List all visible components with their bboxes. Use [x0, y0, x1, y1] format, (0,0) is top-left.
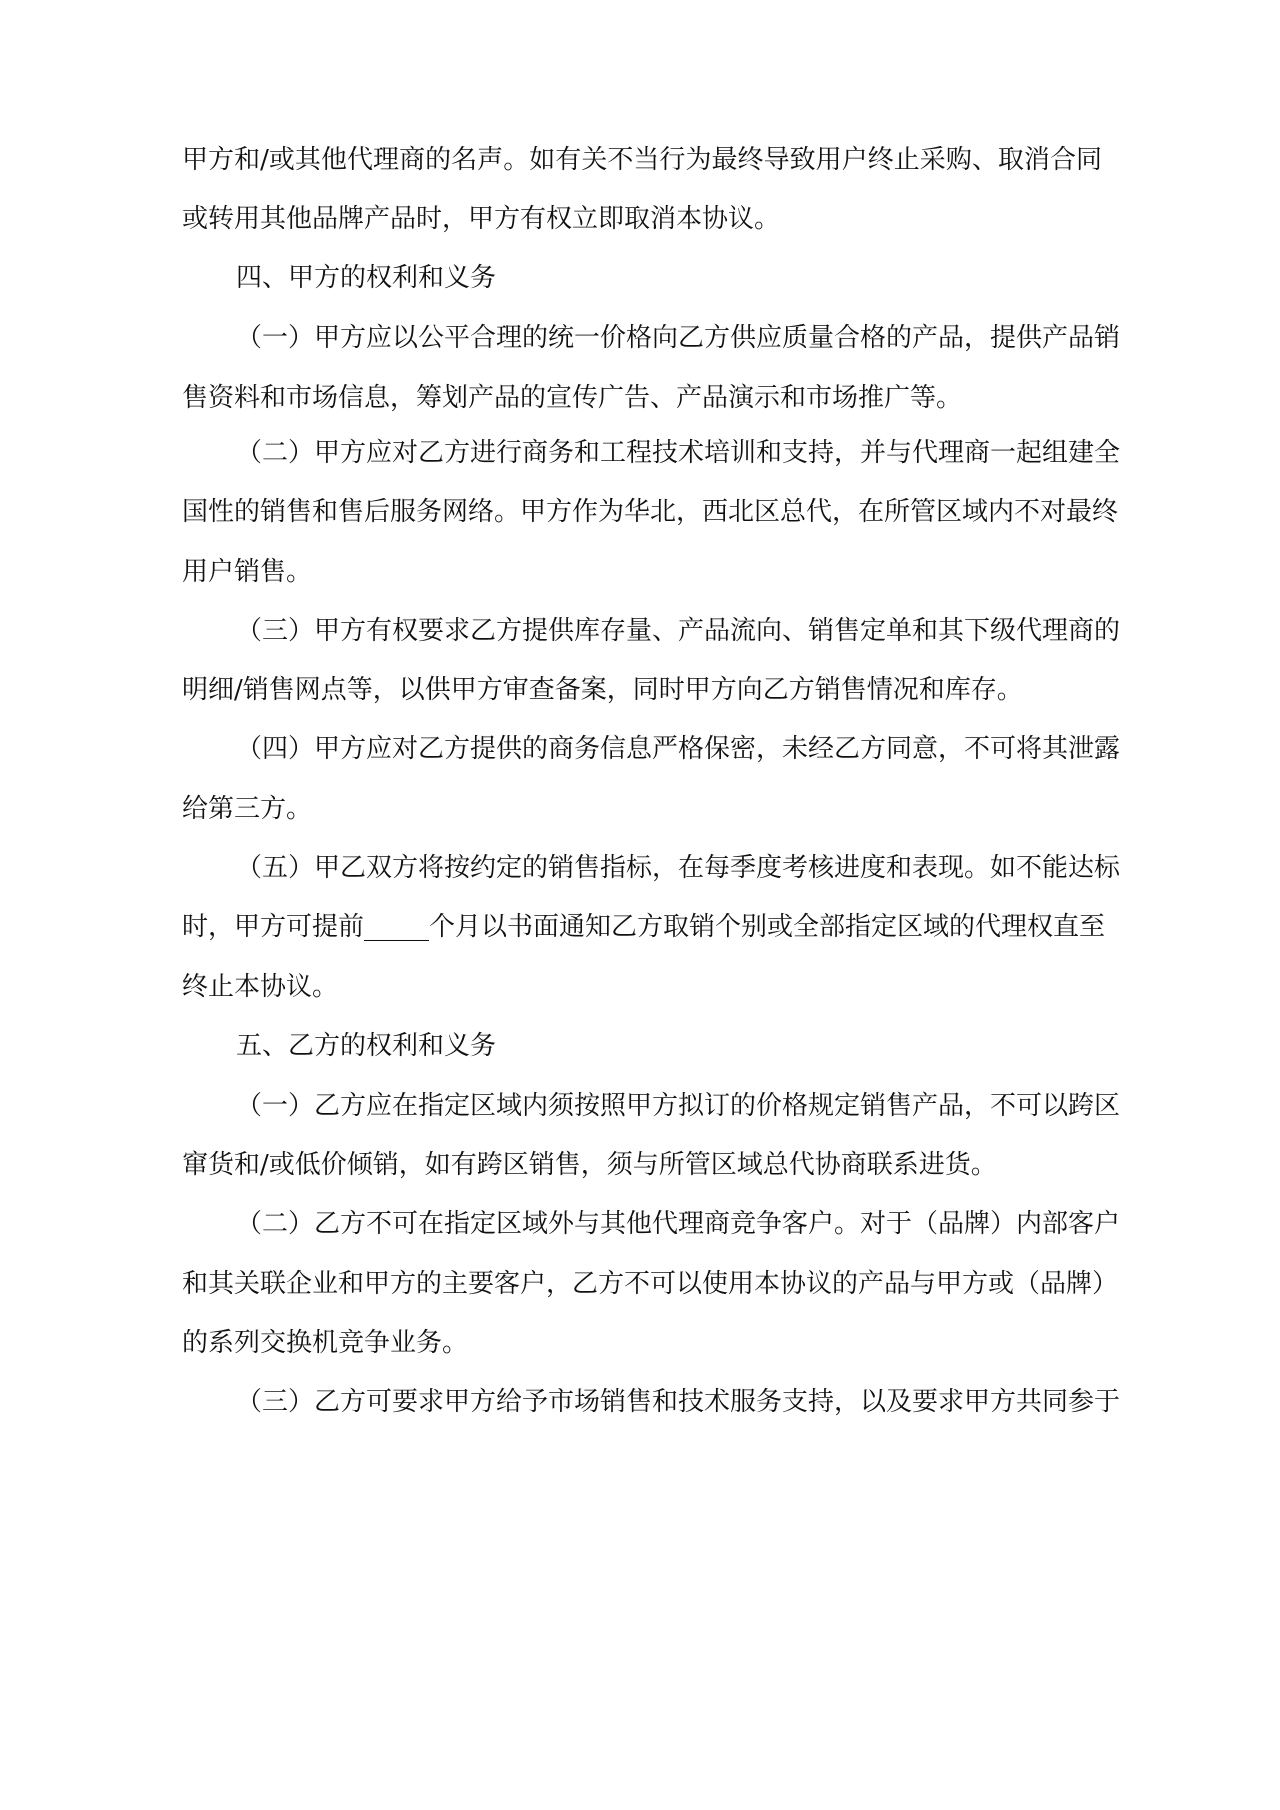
text-line: 或转用其他品牌产品时，甲方有权立即取消本协议。: [182, 204, 781, 234]
text-line: （三）乙方可要求甲方给予市场销售和技术服务支持，以及要求甲方共同参于: [236, 1387, 1121, 1417]
text-line: 的系列交换机竞争业务。: [182, 1328, 469, 1358]
text-line: （四）甲方应对乙方提供的商务信息严格保密，未经乙方同意，不可将其泄露: [236, 734, 1121, 764]
text-line: （五）甲乙双方将按约定的销售指标，在每季度考核进度和表现。如不能达标: [236, 853, 1121, 883]
text-line: 窜货和/或低价倾销，如有跨区销售，须与所管区域总代协商联系进货。: [182, 1150, 997, 1180]
text-line: （二）甲方应对乙方进行商务和工程技术培训和支持，并与代理商一起组建全: [236, 438, 1121, 468]
text-line: 售资料和市场信息，筹划产品的宣传广告、产品演示和市场推广等。: [182, 383, 963, 413]
section-heading: 五、乙方的权利和义务: [236, 1031, 497, 1061]
text-line: 甲方和/或其他代理商的名声。如有关不当行为最终导致用户终止采购、取消合同: [182, 145, 1102, 175]
text-line: 用户销售。: [182, 557, 313, 587]
text-line: （二）乙方不可在指定区域外与其他代理商竞争客户。对于（品牌）内部客户: [236, 1209, 1121, 1239]
text-line: 终止本协议。: [182, 972, 339, 1002]
section-heading: 四、甲方的权利和义务: [236, 263, 497, 293]
text-line: （一）甲方应以公平合理的统一价格向乙方供应质量合格的产品，提供产品销: [236, 323, 1121, 353]
text-line: 和其关联企业和甲方的主要客户，乙方不可以使用本协议的产品与甲方或（品牌）: [182, 1269, 1119, 1299]
text-line: （一）乙方应在指定区域内须按照甲方拟订的价格规定销售产品，不可以跨区: [236, 1091, 1121, 1121]
text-line: 国性的销售和售后服务网络。甲方作为华北，西北区总代，在所管区域内不对最终: [182, 497, 1119, 527]
text-line: （三）甲方有权要求乙方提供库存量、产品流向、销售定单和其下级代理商的: [236, 616, 1121, 646]
text-line: 时，甲方可提前_____个月以书面通知乙方取销个别或全部指定区域的代理权直至: [182, 912, 1106, 942]
text-line: 明细/销售网点等，以供甲方审查备案，同时甲方向乙方销售情况和库存。: [182, 675, 1023, 705]
text-line: 给第三方。: [182, 794, 313, 824]
